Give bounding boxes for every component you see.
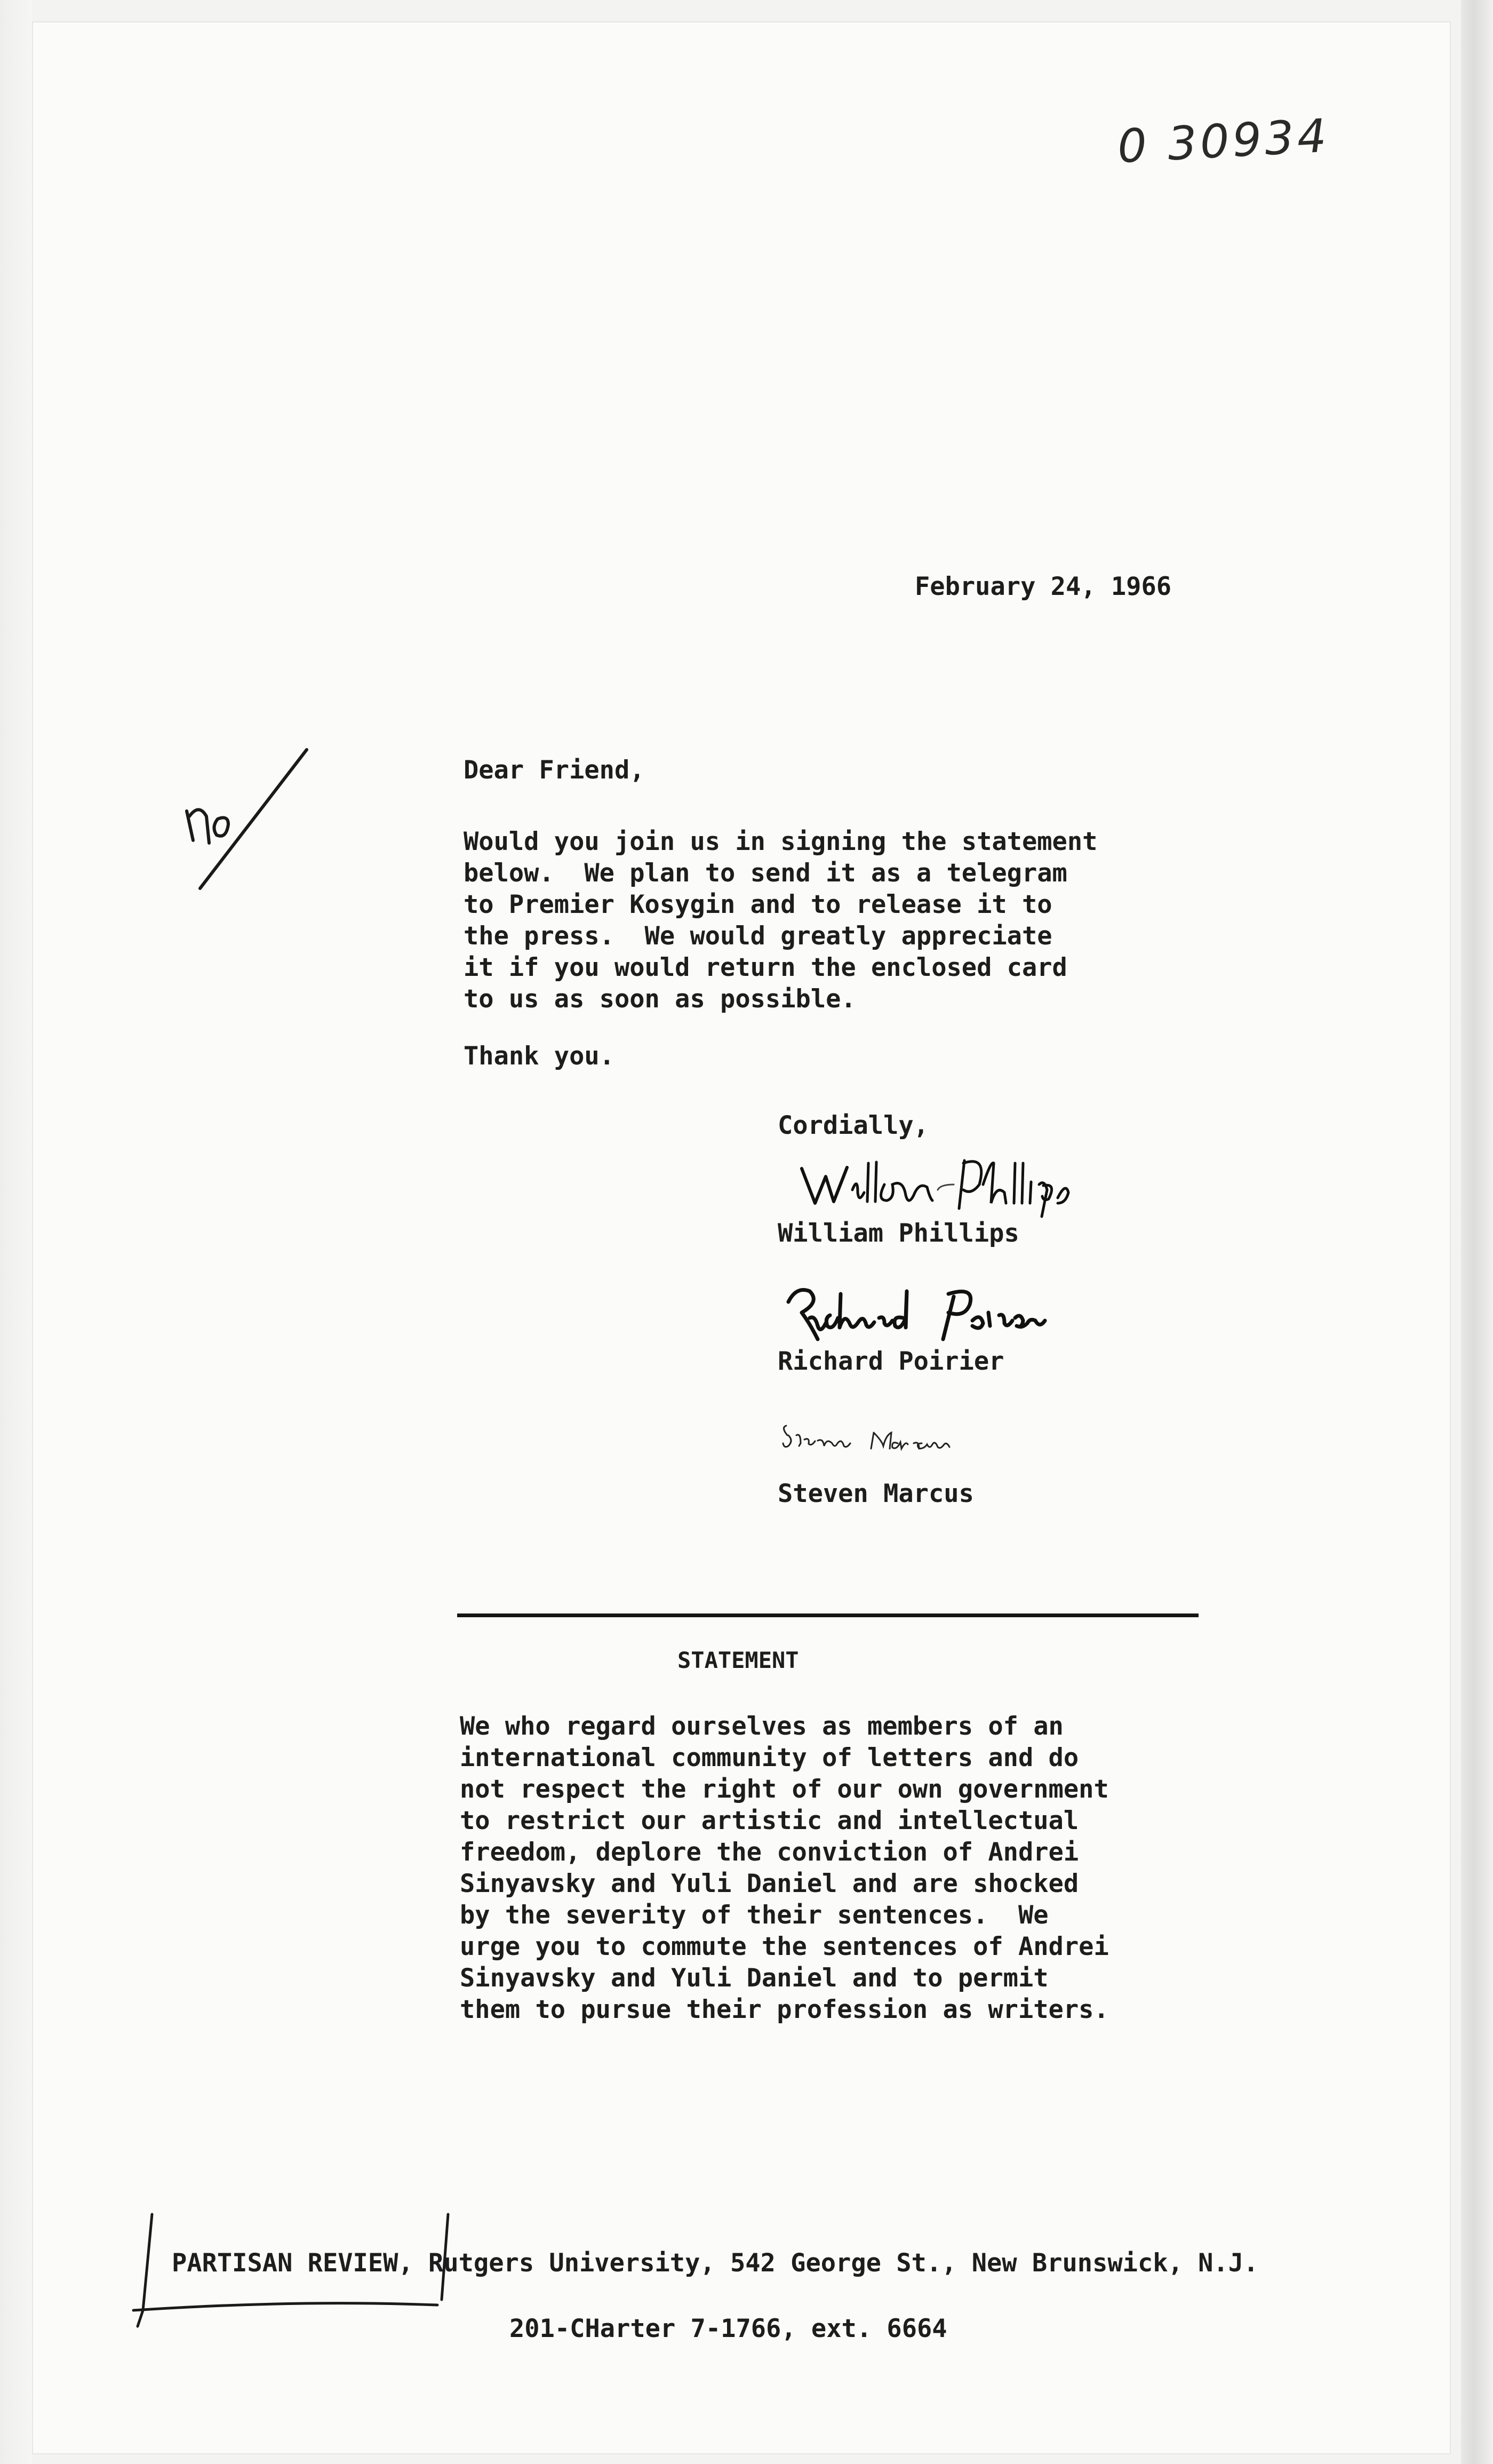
statement-line: them to pursue their profession as writers. [460, 1995, 1109, 2024]
page-right-edge [1461, 0, 1493, 2464]
statement-line: to restrict our artistic and intellectual [460, 1806, 1079, 1835]
signatory-name: Richard Poirier [778, 1347, 1004, 1376]
statement-line: international community of letters and do [460, 1743, 1079, 1773]
letter-body-line: to Premier Kosygin and to release it to [464, 890, 1052, 919]
letter-body-line: Would you join us in signing the statement [464, 827, 1098, 856]
letter-page [32, 21, 1451, 2454]
statement-line: by the severity of their sentences. We [460, 1901, 1049, 1930]
signature-steven-marcus [778, 1419, 1044, 1467]
statement-heading: STATEMENT [677, 1647, 799, 1673]
horizontal-rule [457, 1613, 1199, 1617]
statement-line: urge you to commute the sentences of Andrei [460, 1932, 1109, 1961]
signatory-name: William Phillips [778, 1219, 1019, 1248]
letter-body-line: to us as soon as possible. [464, 984, 856, 1014]
letter-body-line: it if you would return the enclosed card [464, 953, 1067, 982]
letter-body [464, 826, 1237, 1015]
signature-richard-poirier [778, 1281, 1151, 1355]
letter-body-line: below. We plan to send it as a telegram [464, 859, 1067, 888]
footer-address: PARTISAN REVIEW, Rutgers University, 542 George St., New Brunswick, N.J. [172, 2248, 1259, 2278]
statement-body [460, 1711, 1109, 2025]
statement-line: freedom, deplore the conviction of Andrei [460, 1838, 1079, 1867]
footer-phone: 201-CHarter 7-1766, ext. 6664 [509, 2314, 947, 2343]
closing: Cordially, [778, 1111, 929, 1140]
statement-line: Sinyavsky and Yuli Daniel and are shocked [460, 1869, 1079, 1898]
page-left-edge [0, 0, 32, 2464]
statement-line: We who regard ourselves as members of an [460, 1712, 1064, 1741]
signatory-name: Steven Marcus [778, 1479, 974, 1508]
letter-body-line: the press. We would greatly appreciate [464, 921, 1052, 951]
signature-william-phillips [778, 1152, 1151, 1222]
statement-line: not respect the right of our own government [460, 1775, 1109, 1804]
statement-line: Sinyavsky and Yuli Daniel and to permit [460, 1964, 1049, 1993]
archive-number: 0 30934 [1116, 109, 1331, 174]
thank-you: Thank you. [464, 1042, 614, 1071]
salutation: Dear Friend, [464, 756, 645, 785]
letter-date: February 24, 1966 [915, 572, 1172, 601]
